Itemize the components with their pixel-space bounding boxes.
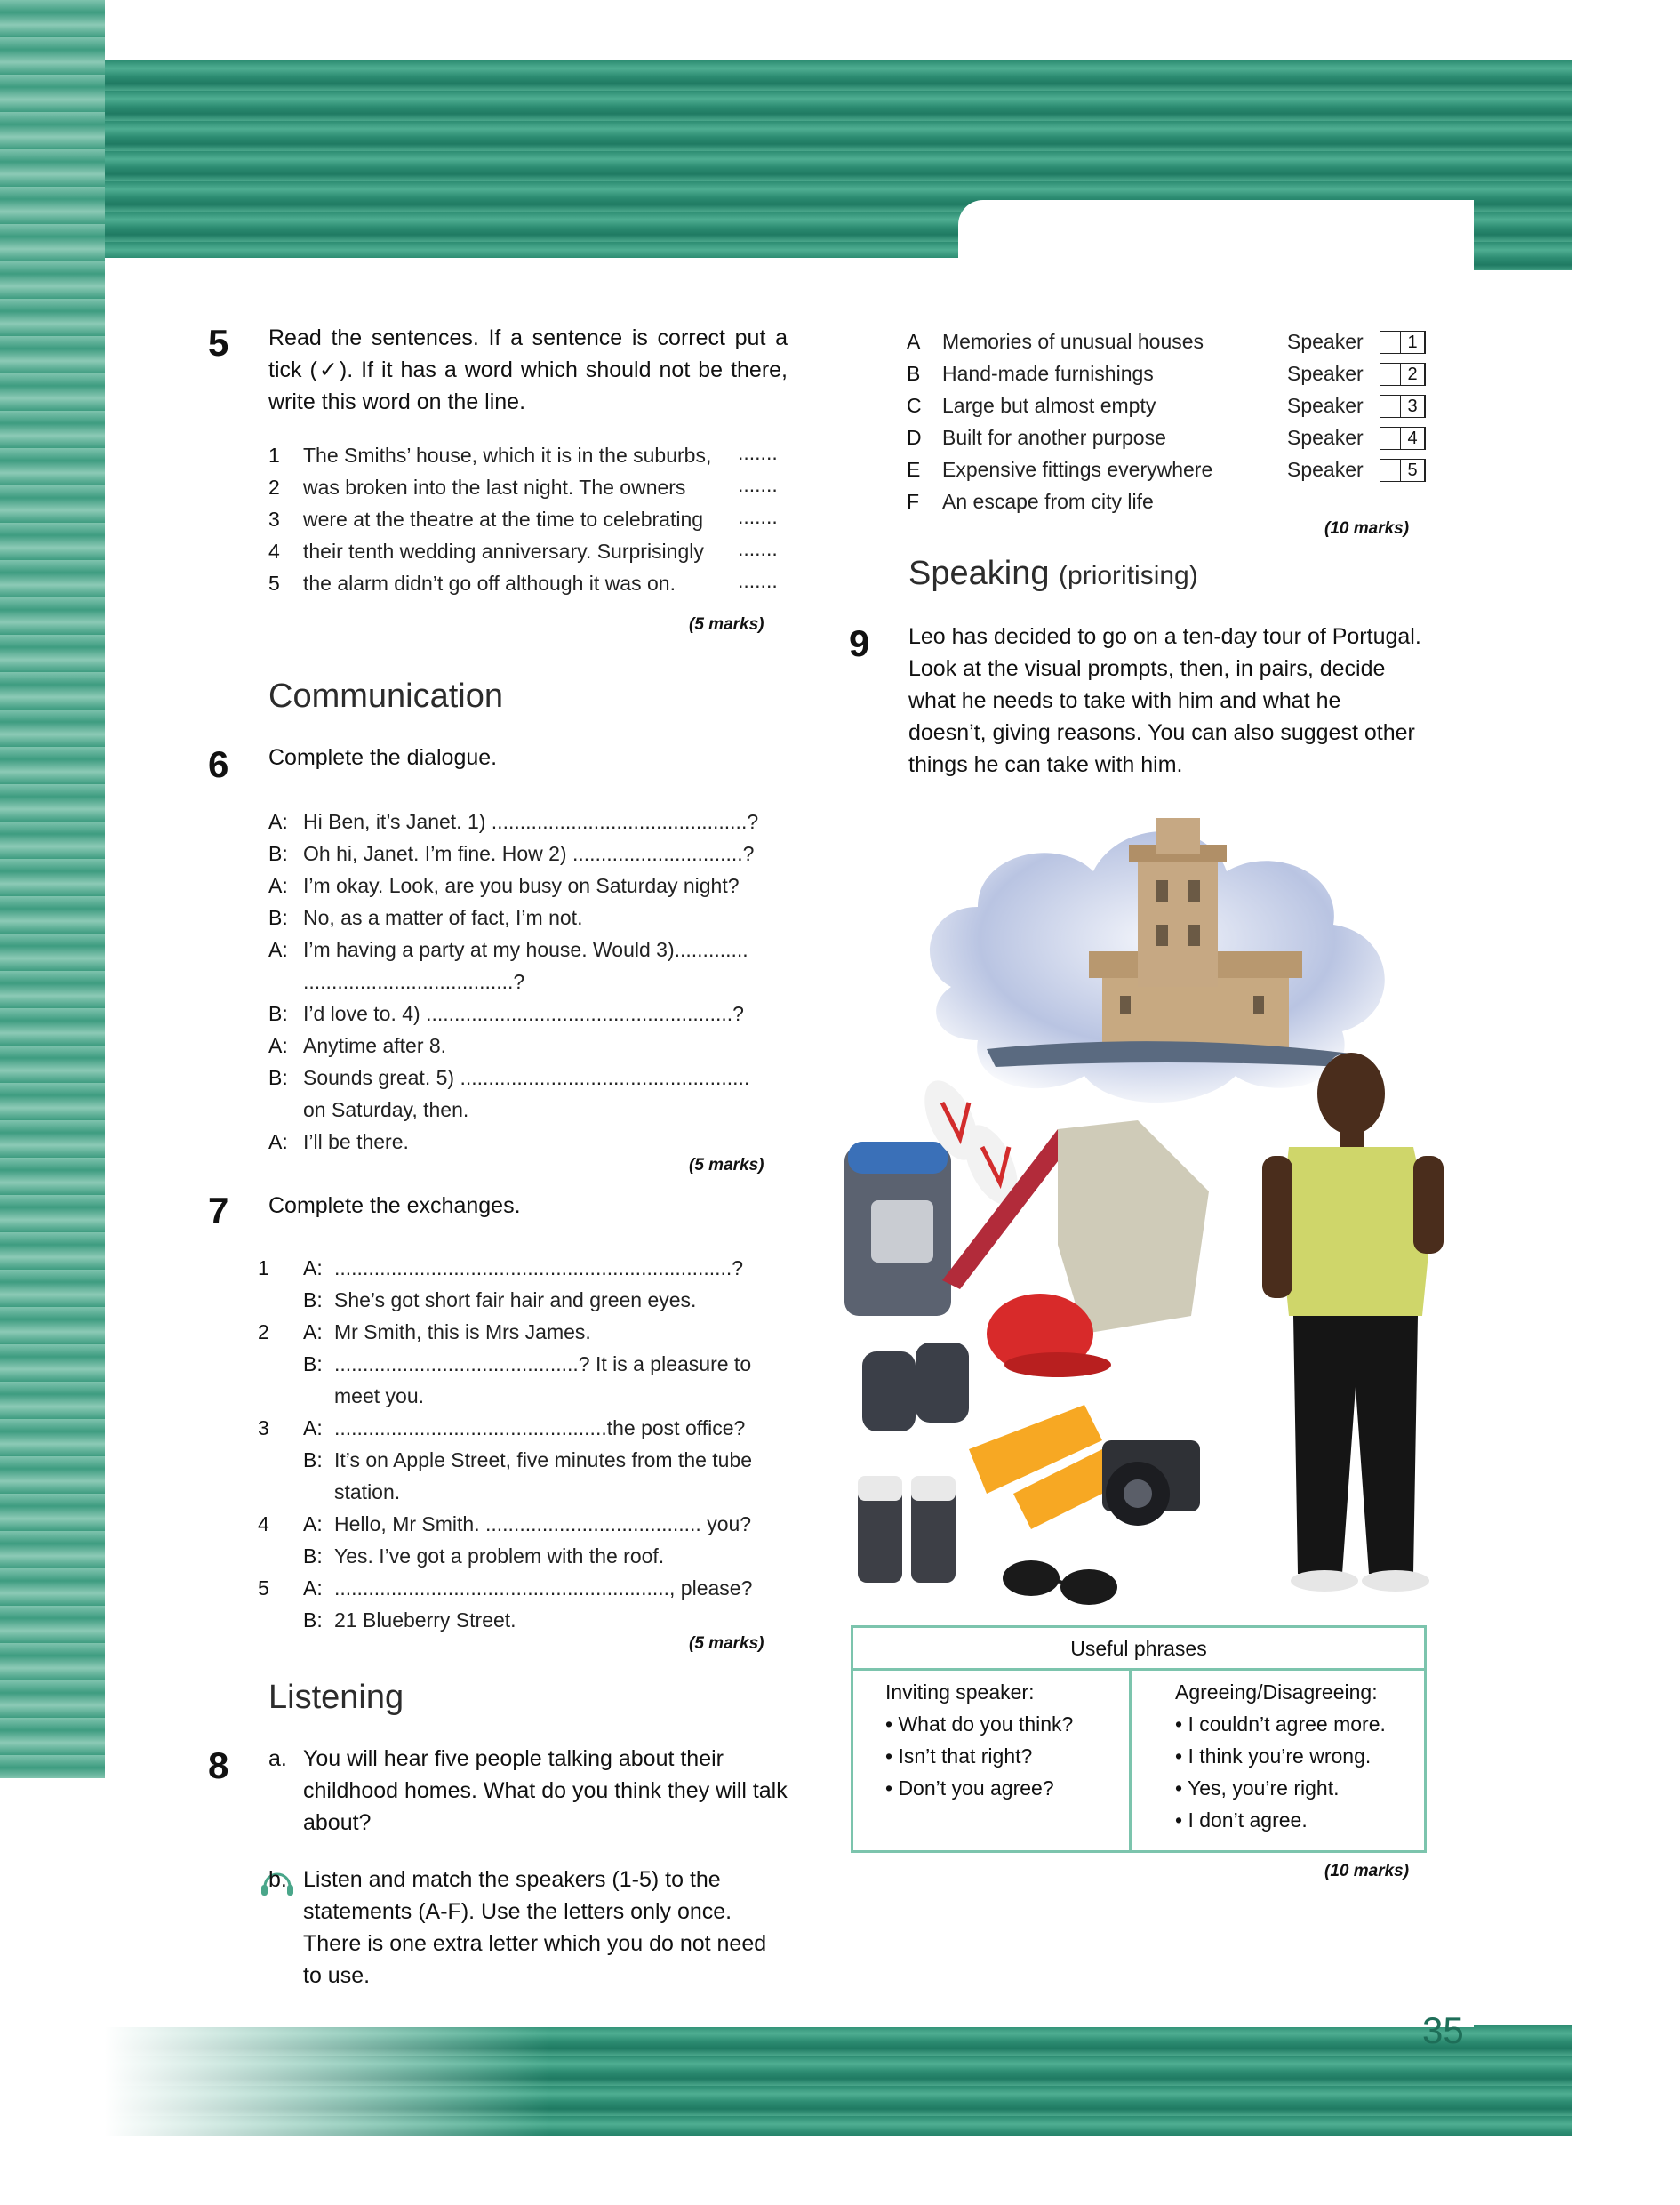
statement-text: Large but almost empty (942, 394, 1156, 417)
speaker-label: B: (303, 1288, 323, 1311)
dialogue-line[interactable]: Sounds great. 5) ................................................... (303, 1066, 750, 1089)
speaker-label: A: (268, 810, 288, 833)
q5-item-blank[interactable]: ....... (738, 537, 778, 560)
q5-item-blank[interactable]: ....... (738, 569, 778, 592)
q5-item-number: 4 (268, 540, 280, 563)
dialogue-line: Anytime after 8. (303, 1034, 447, 1057)
exchange-line[interactable]: ..........................................................., please? (334, 1576, 753, 1600)
speaker-label: A: (268, 938, 288, 961)
phrase-item: • Yes, you’re right. (1175, 1776, 1340, 1800)
statement-letter: E (907, 458, 921, 481)
q5-item-blank[interactable]: ....... (738, 505, 778, 528)
question-number-8: 8 (208, 1744, 229, 1786)
speaking-subtitle: (prioritising) (1059, 561, 1198, 590)
answer-box[interactable] (1380, 331, 1426, 354)
inviting-heading: Inviting speaker: (885, 1680, 1035, 1704)
statement-letter: F (907, 490, 920, 513)
exchange-line[interactable]: ......................................................................? (334, 1256, 744, 1279)
answer-box-number: 2 (1400, 363, 1425, 386)
q5-instruction: Read the sentences. If a sentence is correct put a tick (✓). If it has a word which should not be there, write this word on the line. (268, 325, 788, 414)
question-number-5: 5 (208, 322, 229, 364)
answer-box-number: 4 (1400, 427, 1425, 450)
q5-item-text: were at the theatre at the time to celebrating (303, 508, 704, 531)
phrases-divider (1129, 1671, 1132, 1853)
answer-box-number: 1 (1400, 331, 1425, 354)
sunglasses-icon (1003, 1560, 1117, 1605)
speaker-label: A: (303, 1576, 323, 1600)
speaker-label: Speaker (1287, 394, 1364, 417)
exchange-line: 21 Blueberry Street. (334, 1608, 516, 1632)
exchange-line[interactable]: ...........................................? It is a pleasure to (334, 1352, 752, 1375)
dialogue-line: on Saturday, then. (303, 1098, 469, 1121)
statement-text: Memories of unusual houses (942, 330, 1204, 353)
speaker-label: A: (303, 1416, 323, 1439)
speaker-label: B: (303, 1352, 323, 1375)
dialogue-line[interactable]: .....................................? (303, 970, 525, 993)
phrase-item: • I think you’re wrong. (1175, 1744, 1372, 1768)
footer-fade (105, 2025, 549, 2136)
backpack-icon (844, 1142, 951, 1316)
speaker-label: A: (268, 874, 288, 897)
exchange-number: 1 (258, 1256, 269, 1279)
statement-letter: A (907, 330, 921, 353)
statement-letter: D (907, 426, 922, 449)
phrase-item: • Don’t you agree? (885, 1776, 1054, 1800)
answer-box-number: 3 (1400, 395, 1425, 418)
dialogue-line[interactable]: Hi Ben, it’s Janet. 1) .............................................? (303, 810, 759, 833)
q8b-text: Listen and match the speakers (1-5) to the statements (A-F). Use the letters only once. There is one extra letter which you do not need to use. (303, 1867, 767, 1988)
statement-letter: C (907, 394, 922, 417)
q7-marks: (5 marks) (689, 1634, 764, 1653)
exchange-line[interactable]: ................................................the post office? (334, 1416, 746, 1439)
q5-item-text: their tenth wedding anniversary. Surprisingly (303, 540, 704, 563)
question-number-9: 9 (849, 622, 870, 664)
q5-item-number: 2 (268, 476, 280, 499)
speaker-label: B: (268, 1002, 288, 1025)
speaker-label: Speaker (1287, 330, 1364, 353)
speaker-label: A: (303, 1512, 323, 1535)
speaking-heading (908, 555, 1198, 593)
answer-box[interactable] (1380, 363, 1426, 386)
q5-item-number: 1 (268, 444, 280, 467)
answer-box[interactable] (1380, 395, 1426, 418)
q5-item-text: The Smiths’ house, which it is in the suburbs, (303, 444, 712, 467)
listening-heading: Listening (268, 1679, 404, 1716)
speaker-label: A: (268, 1130, 288, 1153)
binoculars-icon (862, 1343, 969, 1431)
q8a-text: You will hear five people talking about their childhood homes. What do you think they will talk about? (303, 1746, 788, 1835)
speaker-label: B: (303, 1608, 323, 1632)
speaker-label: B: (303, 1448, 323, 1471)
exchange-line: She’s got short fair hair and green eyes. (334, 1288, 697, 1311)
answer-box[interactable] (1380, 459, 1426, 482)
exchange-number: 2 (258, 1320, 269, 1343)
speaker-label: B: (268, 1066, 288, 1089)
phrase-item: • What do you think? (885, 1712, 1074, 1736)
statement-letter: B (907, 362, 921, 385)
exchange-line[interactable]: Hello, Mr Smith. ...................................... you? (334, 1512, 752, 1535)
speaker-label: Speaker (1287, 426, 1364, 449)
camera-icon (1102, 1440, 1200, 1526)
dialogue-line[interactable]: I’m having a party at my house. Would 3)............. (303, 938, 748, 961)
q8-marks: (10 marks) (1324, 519, 1410, 538)
dialogue-line[interactable]: I’d love to. 4) ......................................................? (303, 1002, 744, 1025)
q5-item-text: the alarm didn’t go off although it was on. (303, 572, 676, 595)
exchange-number: 3 (258, 1416, 269, 1439)
question-number-7: 7 (208, 1190, 229, 1231)
speaker-label: A: (303, 1256, 323, 1279)
q9-marks: (10 marks) (1324, 1862, 1410, 1880)
speaker-label: A: (268, 1034, 288, 1057)
speaker-label: B: (268, 906, 288, 929)
q5-item-text: was broken into the last night. The owners (303, 476, 686, 499)
agreeing-heading: Agreeing/Disagreeing: (1175, 1680, 1378, 1704)
dialogue-line[interactable]: Oh hi, Janet. I’m fine. How 2) ..............................? (303, 842, 755, 865)
speaker-label: B: (268, 842, 288, 865)
leo-figure-image (1253, 1049, 1458, 1600)
dialogue-line: I’ll be there. (303, 1130, 409, 1153)
answer-box[interactable] (1380, 427, 1426, 450)
phrase-item: • I don’t agree. (1175, 1808, 1308, 1832)
speaker-label: Speaker (1287, 458, 1364, 481)
answer-box-number: 5 (1400, 459, 1425, 482)
right-edge-band (0, 0, 105, 1778)
exchange-line: meet you. (334, 1384, 424, 1407)
speaker-label: A: (303, 1320, 323, 1343)
q5-item-blank[interactable]: ....... (738, 441, 778, 464)
exchange-line: station. (334, 1480, 401, 1503)
q5-item-blank[interactable]: ....... (738, 473, 778, 496)
q8a-label: a. (268, 1746, 287, 1771)
q6-marks: (5 marks) (689, 1156, 764, 1175)
question-number-6: 6 (208, 743, 229, 785)
q9-instruction: Leo has decided to go on a ten-day tour of Portugal. Look at the visual prompts, then, in pairs, decide what he needs to take with him and what he doesn’t, giving reasons. You can also suggest other things he can take with him. (908, 624, 1421, 777)
boots-icon (858, 1476, 956, 1583)
dialogue-line: I’m okay. Look, are you busy on Saturday night? (303, 874, 740, 897)
module-number: 1 (1442, 203, 1463, 245)
q7-instruction: Complete the exchanges. (268, 1193, 521, 1218)
exchange-line: Yes. I’ve got a problem with the roof. (334, 1544, 665, 1568)
statement-text: An escape from city life (942, 490, 1154, 513)
q5-marks: (5 marks) (689, 615, 764, 634)
statement-text: Expensive fittings everywhere (942, 458, 1213, 481)
exchange-number: 5 (258, 1576, 269, 1600)
sweater-icon (1058, 1120, 1209, 1334)
statement-text: Hand-made furnishings (942, 362, 1154, 385)
phrase-item: • I couldn’t agree more. (1175, 1712, 1386, 1736)
statement-text: Built for another purpose (942, 426, 1166, 449)
useful-phrases-title: Useful phrases (853, 1628, 1424, 1671)
exchange-number: 4 (258, 1512, 269, 1535)
dialogue-line: No, as a matter of fact, I’m not. (303, 906, 583, 929)
q5-item-number: 5 (268, 572, 280, 595)
q5-item-number: 3 (268, 508, 280, 531)
q8b-label: b. (268, 1867, 287, 1892)
speaker-label: B: (303, 1544, 323, 1568)
page-number: 35 (1422, 2009, 1464, 2051)
travel-items-image (836, 1067, 1218, 1618)
communication-heading: Communication (268, 678, 503, 715)
speaker-label: Speaker (1287, 362, 1364, 385)
useful-phrases-box (851, 1625, 1427, 1853)
phrase-item: • Isn’t that right? (885, 1744, 1033, 1768)
module-title: Self-Assessment Module (994, 203, 1417, 245)
exchange-line: It’s on Apple Street, five minutes from the tube (334, 1448, 753, 1471)
q6-instruction: Complete the dialogue. (268, 745, 498, 770)
exchange-line: Mr Smith, this is Mrs James. (334, 1320, 591, 1343)
speaking-title: Speaking (908, 555, 1050, 592)
